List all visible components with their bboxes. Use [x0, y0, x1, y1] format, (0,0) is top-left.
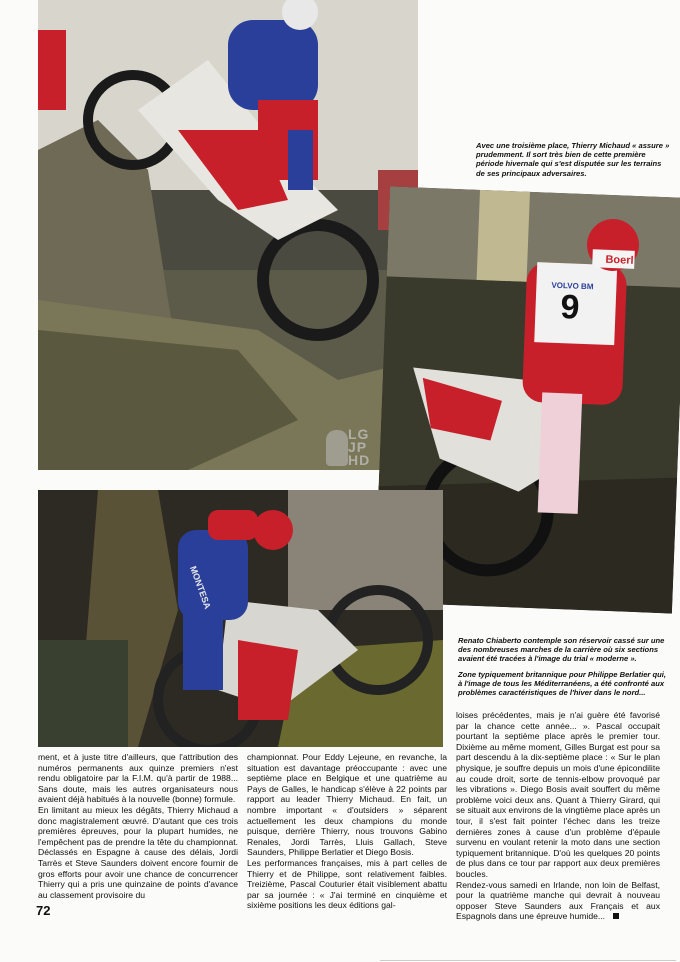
- col3-paragraph-2-text: Rendez-vous samedi en Irlande, non loin de Belfast, pour la quatrième manche qui devrait à nouveau opposer Steve Saunders aux Français et aux Espagnols dans une épreuve humide...: [456, 879, 660, 922]
- col2-paragraph-1: championnat. Pour Eddy Lejeune, en revanche, la situation est davantage préoccupante : avec une septième place en Belgique et une quatrième au Pays de Galles, le handicap s'élève à 22 points par rapport au leader Thierry Michaud. En fait, un nombre important « d'outsiders » séparent actuellement les deux champions du monde puisque, derrière Thierry, nous trouvons Gabino Renales, Jordi Tarrès, Lluis Gallach, Steve Saunders, Philippe Berlatier et Diego Bosis.: [247, 752, 447, 858]
- sponsor-label: Boerl: [605, 253, 634, 267]
- col2-paragraph-2: Les performances françaises, mis à part celles de Thierry et de Philippe, sont relativement faibles. Treizième, Pascal Couturier était visiblement abattu par sa journée : « J'ai terminé en cinquième et sixième positions les deux éditions gal-: [247, 857, 447, 911]
- caption-top-right: Avec une troisième place, Thierry Michaud « assure » prudemment. Il sort très bien de cette première période hivernale qui s'est disputée sur les terrains de ses principaux adversaires.: [476, 141, 670, 178]
- col3-paragraph-1: loises précédentes, mais je n'ai guère été favorisé par la chance cette année... ». Pascal occupait pourtant la septième place après le premier tour. Dixième au même moment, Gilles Burgat est pour sa part descendu à la dix-septième place : « Sur le plan physique, je souffre depuis un mois d'une épicondilite au coude droit, sorte de tennis-elbow provoqué par les vibrations ». Diego Bosis avait souffert du même problème voici deux ans. Quant à Thierry Girard, qui se situait aux environs de la vingtième place après un tour, il s'est fait pointer l'échec dans les treize dernières zones à cause d'un problème d'épaule survenu en voulant retenir la moto dans une section typiquement britannique. D'où les quelques 20 points de plus dans ce tour par rapport aux deux premières boucles.: [456, 710, 660, 879]
- col1-paragraph-2: En limitant au mieux les dégâts, Thierry Michaud a donc magistralement œuvré. D'autant que ces trois premières épreuves, pour la plupart humides, ne l'empêchent pas de prendre la tête du championnat. Déclassés en Espagne à cause des délais, Jordi Tarrès et Steve Saunders doivent encore fournir de gros efforts pour avoir une chance de concurrencer Thierry qui a pris une quinzaine de points d'avance au classement provisoire du: [38, 804, 238, 900]
- article-column-1: [38, 752, 238, 900]
- photo-michaud-rock: [38, 0, 418, 470]
- article-column-2: [247, 752, 447, 911]
- watermark-logo: [326, 428, 396, 488]
- col1-paragraph-1: ment, et à juste titre d'ailleurs, que l'attribution des numéros permanents aux quinze premiers n'est rendu obligatoire par la F.I.M. qu'à partir de 1988... Sans doute, mais les autres organisateurs nous avaient déjà habitués à la nouvelle (bonne) formule.: [38, 752, 238, 805]
- col3-paragraph-2: [456, 880, 660, 922]
- watermark-text: LG JP HD: [348, 426, 371, 468]
- caption-bottom-right: [458, 636, 672, 703]
- caption-berlatier: Zone typiquement britannique pour Philippe Berlatier qui, à l'image de tous les Méditerranéens, a été confronté aux problèmes caractéristiques de l'hiver dans le nord...: [458, 669, 666, 698]
- jacket-text: MONTESA: [188, 564, 213, 611]
- end-of-article-mark: [613, 913, 619, 919]
- page-number: 72: [36, 903, 51, 918]
- caption-chiaberto: Renato Chiaberto contemple son réservoir cassé sur une des nombreuses marches de la carrière où six sections avaient été tracées à l'image du trial « moderne ».: [458, 636, 665, 664]
- article-column-3: [456, 710, 660, 922]
- bottom-rule: [380, 960, 676, 961]
- photo-berlatier-woods: [38, 490, 443, 747]
- bib-text: VOLVO BM: [551, 280, 594, 292]
- bib-number: 9: [559, 288, 581, 327]
- watermark-portrait: [326, 430, 348, 466]
